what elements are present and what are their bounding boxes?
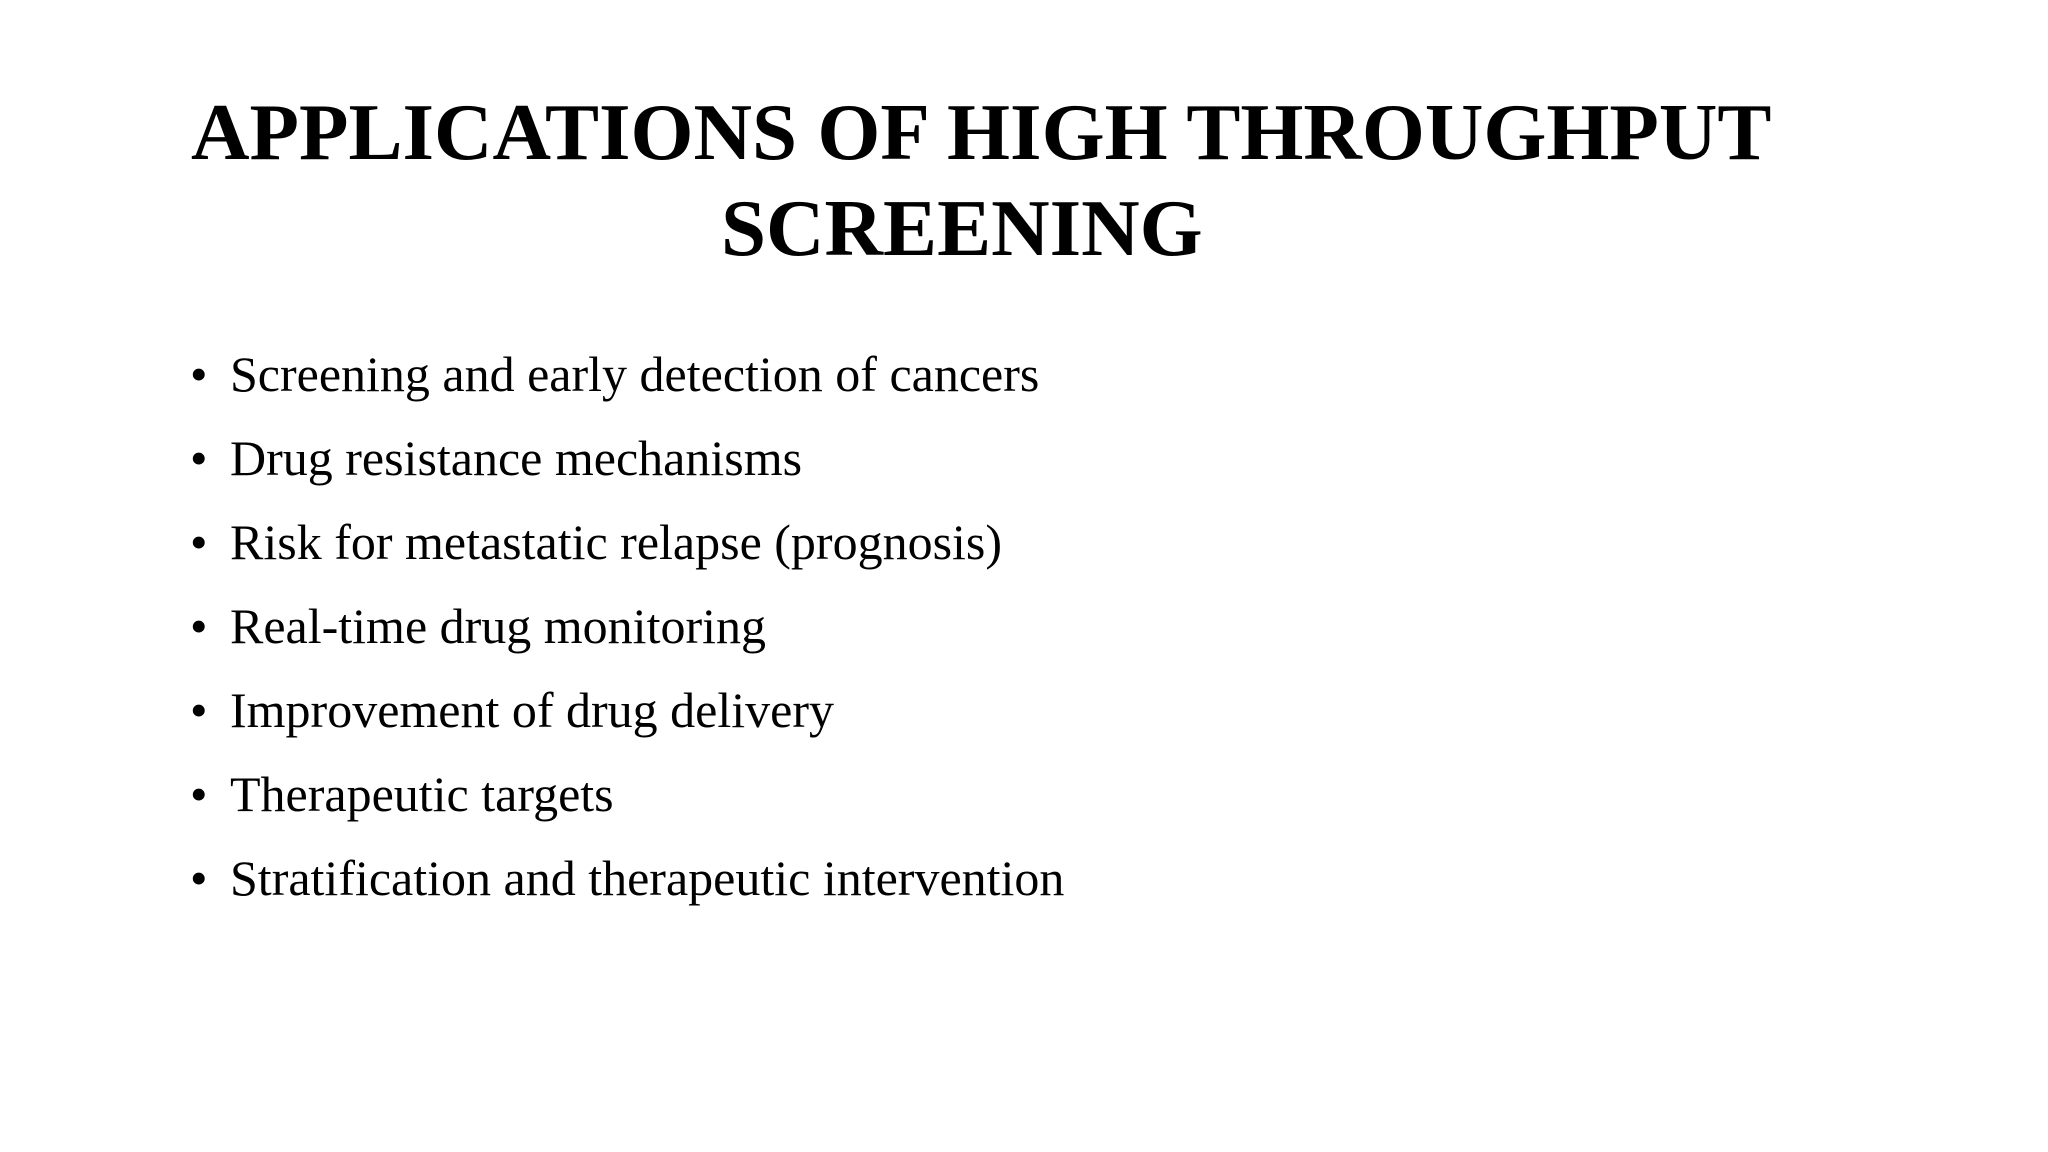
slide-title-line-1: APPLICATIONS OF HIGH THROUGHPUT [191,87,1772,177]
bullet-text: Stratification and therapeutic intervention [230,850,1065,906]
bullet-item-screening [190,340,1064,424]
bullet-dot-icon: • [190,514,208,570]
bullet-dot-icon: • [190,766,208,822]
bullet-dot-icon: • [190,598,208,654]
bullet-text: Drug resistance mechanisms [230,430,803,486]
bullet-dot-icon: • [190,682,208,738]
slide-title-line-2: SCREENING [721,183,1203,273]
bullet-text: Risk for metastatic relapse (prognosis) [230,514,1003,570]
bullet-item-drug-resistance [190,424,1064,508]
bullet-text: Therapeutic targets [230,766,614,822]
bullet-dot-icon: • [190,430,208,486]
bullet-item-stratification [190,844,1064,928]
bullet-list [190,340,1064,928]
bullet-item-therapeutic-targets [190,760,1064,844]
bullet-item-drug-monitoring [190,592,1064,676]
bullet-text: Improvement of drug delivery [230,682,834,738]
bullet-dot-icon: • [190,346,208,402]
bullet-text: Real-time drug monitoring [230,598,767,654]
bullet-dot-icon: • [190,850,208,906]
slide-title [191,84,1791,276]
bullet-item-metastatic-risk [190,508,1064,592]
bullet-item-drug-delivery [190,676,1064,760]
bullet-text: Screening and early detection of cancers [230,346,1040,402]
